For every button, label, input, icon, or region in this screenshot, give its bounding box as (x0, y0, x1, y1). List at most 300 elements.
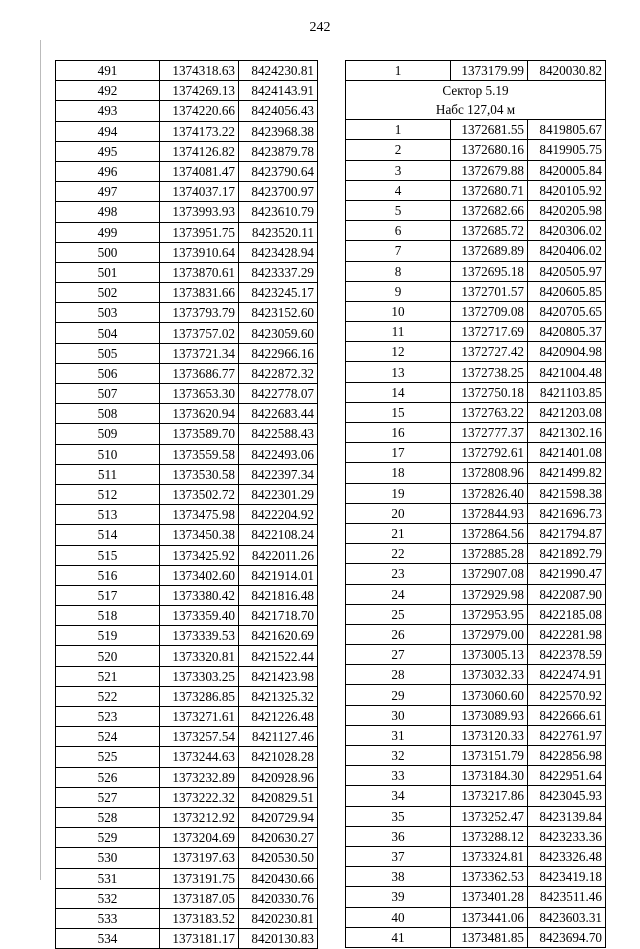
point-number: 31 (346, 725, 451, 745)
table-row (346, 503, 606, 523)
table-row (56, 161, 318, 181)
point-number: 4 (346, 180, 451, 200)
point-number: 22 (346, 544, 451, 564)
point-number: 36 (346, 826, 451, 846)
y-coordinate: 8420105.92 (528, 180, 606, 200)
y-coordinate: 8424056.43 (239, 101, 318, 121)
x-coordinate: 1372907.08 (451, 564, 528, 584)
x-coordinate: 1373686.77 (160, 363, 239, 383)
table-row (346, 241, 606, 261)
table-row (346, 746, 606, 766)
point-number: 508 (56, 404, 160, 424)
table-row (56, 525, 318, 545)
point-number: 40 (346, 907, 451, 927)
x-coordinate: 1373217.86 (451, 786, 528, 806)
point-number: 16 (346, 423, 451, 443)
y-coordinate: 8420306.02 (528, 221, 606, 241)
table-row (346, 927, 606, 947)
y-coordinate: 8420330.76 (239, 888, 318, 908)
table-row (346, 786, 606, 806)
point-number: 25 (346, 604, 451, 624)
table-row (346, 645, 606, 665)
y-coordinate: 8420205.98 (528, 200, 606, 220)
y-coordinate: 8422588.43 (239, 424, 318, 444)
y-coordinate: 8423337.29 (239, 262, 318, 282)
y-coordinate: 8422281.98 (528, 624, 606, 644)
point-number: 8 (346, 261, 451, 281)
point-number: 17 (346, 443, 451, 463)
page-edge-line (40, 40, 41, 880)
y-coordinate: 8423152.60 (239, 303, 318, 323)
y-coordinate: 8421103.85 (528, 382, 606, 402)
x-coordinate: 1373303.25 (160, 666, 239, 686)
point-number: 534 (56, 929, 160, 949)
table-row (346, 806, 606, 826)
table-row (56, 565, 318, 585)
coordinates-table-left (55, 60, 318, 949)
y-coordinate: 8423603.31 (528, 907, 606, 927)
point-number: 522 (56, 686, 160, 706)
x-coordinate: 1372826.40 (451, 483, 528, 503)
table-row (56, 222, 318, 242)
x-coordinate: 1374220.66 (160, 101, 239, 121)
point-number: 495 (56, 141, 160, 161)
x-coordinate: 1373191.75 (160, 868, 239, 888)
table-row (56, 404, 318, 424)
table-row (346, 61, 606, 81)
y-coordinate: 8421914.01 (239, 565, 318, 585)
point-number: 10 (346, 301, 451, 321)
table-row (56, 848, 318, 868)
y-coordinate: 8424230.81 (239, 61, 318, 81)
point-number: 38 (346, 867, 451, 887)
y-coordinate: 8422185.08 (528, 604, 606, 624)
x-coordinate: 1372929.98 (451, 584, 528, 604)
x-coordinate: 1372792.61 (451, 443, 528, 463)
x-coordinate: 1373402.60 (160, 565, 239, 585)
y-coordinate: 8420805.37 (528, 322, 606, 342)
y-coordinate: 8423790.64 (239, 161, 318, 181)
table-row (56, 707, 318, 727)
x-coordinate: 1373793.79 (160, 303, 239, 323)
y-coordinate: 8421794.87 (528, 523, 606, 543)
table-row (56, 828, 318, 848)
y-coordinate: 8420904.98 (528, 342, 606, 362)
y-coordinate: 8420605.85 (528, 281, 606, 301)
table-row (56, 343, 318, 363)
table-row (346, 140, 606, 160)
table-row (56, 283, 318, 303)
x-coordinate: 1373181.17 (160, 929, 239, 949)
x-coordinate: 1373653.30 (160, 384, 239, 404)
point-number: 1 (346, 61, 451, 81)
sector-title: Сектор 5.19 (442, 83, 509, 99)
y-coordinate: 8420928.96 (239, 767, 318, 787)
point-number: 510 (56, 444, 160, 464)
y-coordinate: 8421325.32 (239, 686, 318, 706)
x-coordinate: 1373257.54 (160, 727, 239, 747)
table-row (56, 242, 318, 262)
table-row (56, 323, 318, 343)
table-row (346, 665, 606, 685)
point-number: 32 (346, 746, 451, 766)
point-number: 27 (346, 645, 451, 665)
x-coordinate: 1372864.56 (451, 523, 528, 543)
point-number: 11 (346, 322, 451, 342)
y-coordinate: 8421203.08 (528, 402, 606, 422)
sector-header-row (346, 81, 606, 120)
x-coordinate: 1373212.92 (160, 807, 239, 827)
point-number: 19 (346, 483, 451, 503)
point-number: 498 (56, 202, 160, 222)
point-number: 526 (56, 767, 160, 787)
x-coordinate: 1372953.95 (451, 604, 528, 624)
x-coordinate: 1373401.28 (451, 887, 528, 907)
x-coordinate: 1372689.89 (451, 241, 528, 261)
table-row (56, 444, 318, 464)
y-coordinate: 8420505.97 (528, 261, 606, 281)
table-row (56, 81, 318, 101)
point-number: 2 (346, 140, 451, 160)
x-coordinate: 1373060.60 (451, 685, 528, 705)
table-row (346, 301, 606, 321)
point-number: 3 (346, 160, 451, 180)
y-coordinate: 8419905.75 (528, 140, 606, 160)
point-number: 6 (346, 221, 451, 241)
point-number: 517 (56, 585, 160, 605)
x-coordinate: 1373184.30 (451, 766, 528, 786)
x-coordinate: 1372709.08 (451, 301, 528, 321)
y-coordinate: 8420705.65 (528, 301, 606, 321)
table-row (346, 523, 606, 543)
x-coordinate: 1373450.38 (160, 525, 239, 545)
point-number: 504 (56, 323, 160, 343)
point-number: 1 (346, 120, 451, 140)
table-row (346, 766, 606, 786)
x-coordinate: 1373324.81 (451, 846, 528, 866)
table-row (56, 888, 318, 908)
table-row (56, 666, 318, 686)
y-coordinate: 8420829.51 (239, 787, 318, 807)
x-coordinate: 1373441.06 (451, 907, 528, 927)
table-row (346, 463, 606, 483)
table-row (346, 261, 606, 281)
y-coordinate: 8421620.69 (239, 626, 318, 646)
x-coordinate: 1373475.98 (160, 505, 239, 525)
x-coordinate: 1372777.37 (451, 423, 528, 443)
x-coordinate: 1373244.63 (160, 747, 239, 767)
point-number: 24 (346, 584, 451, 604)
y-coordinate: 8421522.44 (239, 646, 318, 666)
x-coordinate: 1373151.79 (451, 746, 528, 766)
point-number: 506 (56, 363, 160, 383)
point-number: 519 (56, 626, 160, 646)
point-number: 532 (56, 888, 160, 908)
y-coordinate: 8422493.06 (239, 444, 318, 464)
y-coordinate: 8420530.50 (239, 848, 318, 868)
x-coordinate: 1374269.13 (160, 81, 239, 101)
x-coordinate: 1372679.88 (451, 160, 528, 180)
y-coordinate: 8419805.67 (528, 120, 606, 140)
y-coordinate: 8423326.48 (528, 846, 606, 866)
x-coordinate: 1373993.93 (160, 202, 239, 222)
sector-height: Набс 127,04 м (435, 102, 516, 118)
y-coordinate: 8422778.07 (239, 384, 318, 404)
x-coordinate: 1373481.85 (451, 927, 528, 947)
table-row (346, 200, 606, 220)
table-row (346, 443, 606, 463)
y-coordinate: 8421028.28 (239, 747, 318, 767)
table-row (56, 686, 318, 706)
y-coordinate: 8423610.79 (239, 202, 318, 222)
table-row (346, 624, 606, 644)
table-row (346, 322, 606, 342)
table-row (346, 867, 606, 887)
x-coordinate: 1372695.18 (451, 261, 528, 281)
x-coordinate: 1374081.47 (160, 161, 239, 181)
y-coordinate: 8420430.66 (239, 868, 318, 888)
table-row (56, 908, 318, 928)
point-number: 491 (56, 61, 160, 81)
point-number: 524 (56, 727, 160, 747)
table-row (346, 180, 606, 200)
table-row (346, 402, 606, 422)
table-row (346, 221, 606, 241)
table-row (56, 61, 318, 81)
table-row (346, 705, 606, 725)
point-number: 499 (56, 222, 160, 242)
table-row (346, 120, 606, 140)
x-coordinate: 1374037.17 (160, 182, 239, 202)
point-number: 501 (56, 262, 160, 282)
point-number: 509 (56, 424, 160, 444)
point-number: 511 (56, 464, 160, 484)
point-number: 35 (346, 806, 451, 826)
point-number: 503 (56, 303, 160, 323)
point-number: 528 (56, 807, 160, 827)
point-number: 521 (56, 666, 160, 686)
x-coordinate: 1373362.53 (451, 867, 528, 887)
table-row (346, 584, 606, 604)
y-coordinate: 8423233.36 (528, 826, 606, 846)
point-number: 513 (56, 505, 160, 525)
y-coordinate: 8422666.61 (528, 705, 606, 725)
point-number: 497 (56, 182, 160, 202)
table-row (56, 141, 318, 161)
y-coordinate: 8423419.18 (528, 867, 606, 887)
y-coordinate: 8420230.81 (239, 908, 318, 928)
point-number: 523 (56, 707, 160, 727)
y-coordinate: 8423059.60 (239, 323, 318, 343)
y-coordinate: 8424143.91 (239, 81, 318, 101)
y-coordinate: 8422204.92 (239, 505, 318, 525)
table-row (56, 868, 318, 888)
x-coordinate: 1372763.22 (451, 402, 528, 422)
x-coordinate: 1373288.12 (451, 826, 528, 846)
y-coordinate: 8420030.82 (528, 61, 606, 81)
point-number: 5 (346, 200, 451, 220)
y-coordinate: 8422570.92 (528, 685, 606, 705)
y-coordinate: 8423968.38 (239, 121, 318, 141)
point-number: 516 (56, 565, 160, 585)
y-coordinate: 8421423.98 (239, 666, 318, 686)
point-number: 39 (346, 887, 451, 907)
table-row (56, 585, 318, 605)
x-coordinate: 1372717.69 (451, 322, 528, 342)
x-coordinate: 1373204.69 (160, 828, 239, 848)
x-coordinate: 1373530.58 (160, 464, 239, 484)
x-coordinate: 1372681.55 (451, 120, 528, 140)
x-coordinate: 1373380.42 (160, 585, 239, 605)
x-coordinate: 1373559.58 (160, 444, 239, 464)
x-coordinate: 1372750.18 (451, 382, 528, 402)
x-coordinate: 1373120.33 (451, 725, 528, 745)
point-number: 500 (56, 242, 160, 262)
table-row (56, 363, 318, 383)
y-coordinate: 8421696.73 (528, 503, 606, 523)
x-coordinate: 1373425.92 (160, 545, 239, 565)
y-coordinate: 8421990.47 (528, 564, 606, 584)
table-row (346, 564, 606, 584)
x-coordinate: 1372680.71 (451, 180, 528, 200)
point-number: 26 (346, 624, 451, 644)
y-coordinate: 8421302.16 (528, 423, 606, 443)
y-coordinate: 8423139.84 (528, 806, 606, 826)
x-coordinate: 1373232.89 (160, 767, 239, 787)
y-coordinate: 8421401.08 (528, 443, 606, 463)
y-coordinate: 8422087.90 (528, 584, 606, 604)
x-coordinate: 1373320.81 (160, 646, 239, 666)
point-number: 23 (346, 564, 451, 584)
point-number: 520 (56, 646, 160, 666)
x-coordinate: 1373005.13 (451, 645, 528, 665)
point-number: 525 (56, 747, 160, 767)
y-coordinate: 8420130.83 (239, 929, 318, 949)
x-coordinate: 1373589.70 (160, 424, 239, 444)
point-number: 29 (346, 685, 451, 705)
table-row (346, 887, 606, 907)
y-coordinate: 8422761.97 (528, 725, 606, 745)
y-coordinate: 8423045.93 (528, 786, 606, 806)
y-coordinate: 8423511.46 (528, 887, 606, 907)
table-row (56, 626, 318, 646)
x-coordinate: 1373910.64 (160, 242, 239, 262)
x-coordinate: 1372808.96 (451, 463, 528, 483)
x-coordinate: 1373271.61 (160, 707, 239, 727)
table-row (346, 685, 606, 705)
table-row (56, 747, 318, 767)
table-row (346, 725, 606, 745)
y-coordinate: 8421598.38 (528, 483, 606, 503)
point-number: 20 (346, 503, 451, 523)
point-number: 9 (346, 281, 451, 301)
y-coordinate: 8421004.48 (528, 362, 606, 382)
x-coordinate: 1373252.47 (451, 806, 528, 826)
point-number: 533 (56, 908, 160, 928)
y-coordinate: 8422301.29 (239, 484, 318, 504)
x-coordinate: 1372701.57 (451, 281, 528, 301)
x-coordinate: 1372727.42 (451, 342, 528, 362)
table-row (346, 544, 606, 564)
table-row (56, 606, 318, 626)
y-coordinate: 8421127.46 (239, 727, 318, 747)
table-row (56, 121, 318, 141)
table-row (56, 262, 318, 282)
y-coordinate: 8422011.26 (239, 545, 318, 565)
point-number: 518 (56, 606, 160, 626)
x-coordinate: 1372844.93 (451, 503, 528, 523)
y-coordinate: 8421499.82 (528, 463, 606, 483)
y-coordinate: 8422397.34 (239, 464, 318, 484)
table-row (56, 767, 318, 787)
point-number: 493 (56, 101, 160, 121)
x-coordinate: 1373197.63 (160, 848, 239, 868)
point-number: 529 (56, 828, 160, 848)
table-row (56, 727, 318, 747)
y-coordinate: 8421718.70 (239, 606, 318, 626)
coordinates-table-right (345, 60, 606, 948)
table-row (346, 342, 606, 362)
x-coordinate: 1374173.22 (160, 121, 239, 141)
table-row (56, 182, 318, 202)
x-coordinate: 1373870.61 (160, 262, 239, 282)
x-coordinate: 1372885.28 (451, 544, 528, 564)
y-coordinate: 8420005.84 (528, 160, 606, 180)
table-row (56, 384, 318, 404)
point-number: 14 (346, 382, 451, 402)
y-coordinate: 8422872.32 (239, 363, 318, 383)
point-number: 527 (56, 787, 160, 807)
y-coordinate: 8422966.16 (239, 343, 318, 363)
table-row (56, 424, 318, 444)
point-number: 28 (346, 665, 451, 685)
x-coordinate: 1372680.16 (451, 140, 528, 160)
table-row (56, 101, 318, 121)
point-number: 512 (56, 484, 160, 504)
y-coordinate: 8422856.98 (528, 746, 606, 766)
y-coordinate: 8422108.24 (239, 525, 318, 545)
point-number: 7 (346, 241, 451, 261)
y-coordinate: 8420729.94 (239, 807, 318, 827)
x-coordinate: 1374126.82 (160, 141, 239, 161)
table-row (346, 382, 606, 402)
y-coordinate: 8423520.11 (239, 222, 318, 242)
x-coordinate: 1373179.99 (451, 61, 528, 81)
point-number: 502 (56, 283, 160, 303)
table-row (346, 826, 606, 846)
y-coordinate: 8423245.17 (239, 283, 318, 303)
point-number: 492 (56, 81, 160, 101)
point-number: 18 (346, 463, 451, 483)
point-number: 41 (346, 927, 451, 947)
point-number: 13 (346, 362, 451, 382)
x-coordinate: 1373183.52 (160, 908, 239, 928)
x-coordinate: 1373032.33 (451, 665, 528, 685)
table-row (346, 362, 606, 382)
point-number: 507 (56, 384, 160, 404)
y-coordinate: 8422474.91 (528, 665, 606, 685)
x-coordinate: 1372682.66 (451, 200, 528, 220)
x-coordinate: 1374318.63 (160, 61, 239, 81)
x-coordinate: 1373620.94 (160, 404, 239, 424)
table-row (56, 464, 318, 484)
x-coordinate: 1373339.53 (160, 626, 239, 646)
table-row (346, 846, 606, 866)
y-coordinate: 8422683.44 (239, 404, 318, 424)
point-number: 34 (346, 786, 451, 806)
table-row (346, 423, 606, 443)
x-coordinate: 1373187.05 (160, 888, 239, 908)
